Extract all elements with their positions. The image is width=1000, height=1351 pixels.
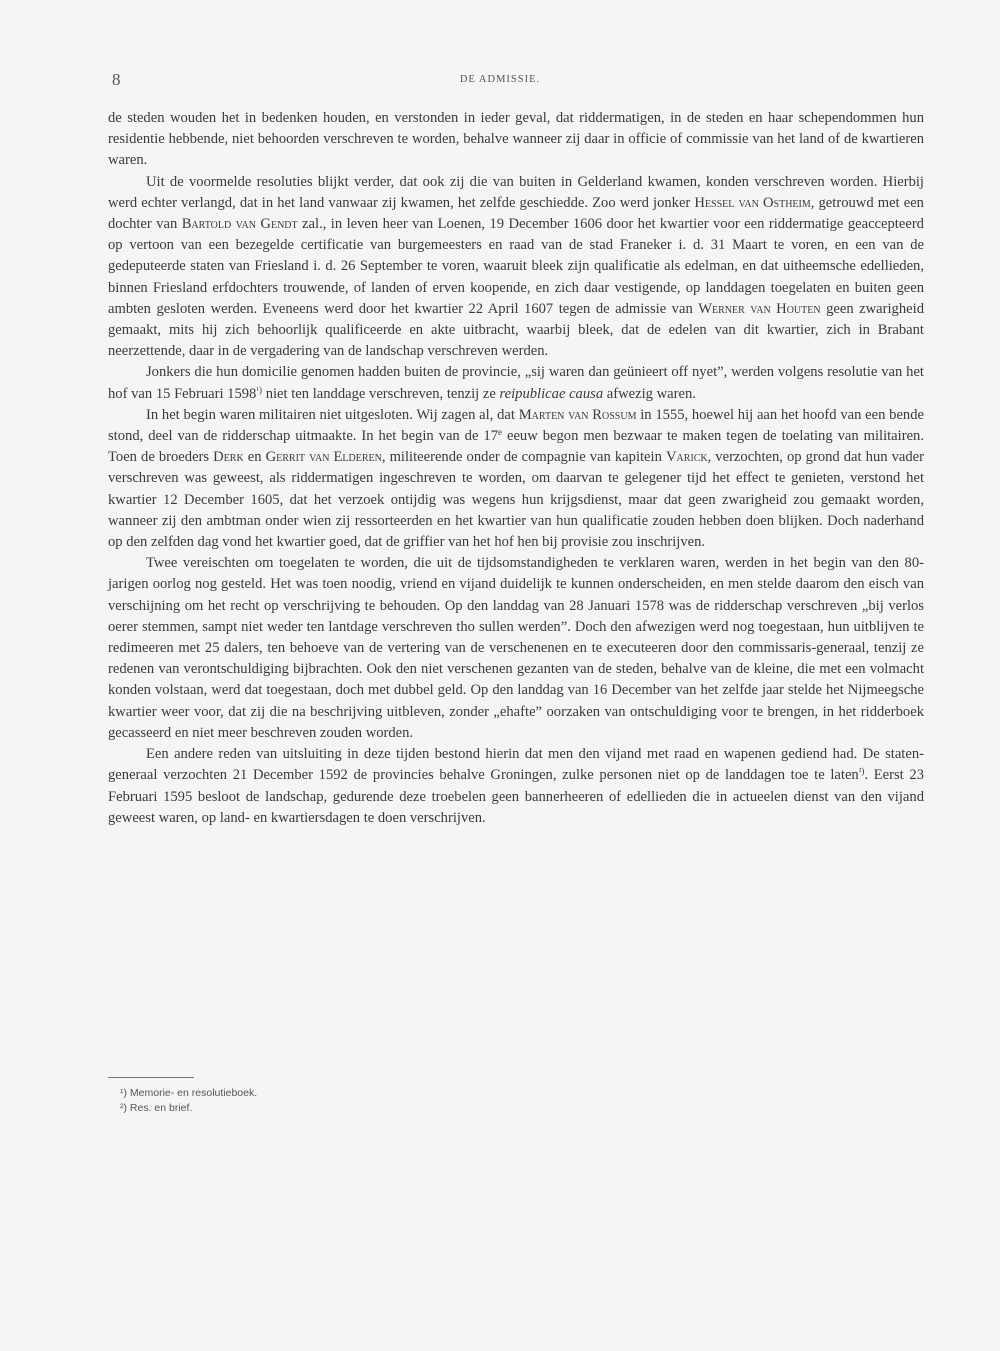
footnotes (120, 1086, 257, 1116)
text-run: Jonkers die hun domicilie genomen hadden buiten de provincie, „sij waren dan geünieert off nyet”, werden volgens resolutie van het hof van 15 Februari 1598 (108, 364, 924, 402)
body-text (108, 108, 924, 829)
text-run: niet ten landdage verschreven, tenzij ze (262, 385, 500, 402)
text-run: Een andere reden van uitsluiting in deze tijden bestond hierin dat men den vijand met raad en wapenen gediend had. De staten-generaal verzochten 21 December 1592 de provincies behalve Groningen, zulke personen niet op de landdagen toe te laten (108, 746, 924, 784)
text-run: . Eerst 23 Februari 1595 besloot de landschap, gedurende deze troebelen geen bannerheeren of edellieden die in actueelen dienst van den vijand geweest waren, op land- en kwartiersdagen te doen verschrijven. (108, 767, 924, 826)
text-run: In het begin waren militairen niet uitgesloten. Wij zagen al, dat (146, 406, 519, 423)
paragraph-5: Twee vereischten om toegelaten te worden, die uit de tijdsomstandigheden te verklaren waren, werden in het begin van den 80-jarigen oorlog nog gesteld. Het was toen noodig, vriend en vijand duidelijk te kunnen onderscheiden, en men stelde daarom den eisch van verschijning om het recht op verschrijving te behouden. Op den landdag van 28 Januari 1578 was de ridderschap verschreven „bij verlos oerer stemmen, sampt niet weder ten lantdage verschreven tho sullen werden”. Doch den afwezigen werd nog toegestaan, hun uitblijven te redimeeren met 25 dalers, ten behoeve van de vertering van de verschenenen en te executeeren door den commissaris-generaal, tenzij ze redenen van verontschuldiging bijbrachten. Ook den niet verschenen gezanten van de steden, behalve van de kleine, die met een volmacht konden volstaan, werd dat toegestaan, doch met dubbel geld. Op den landdag van 16 December van het zelfde jaar stelde het Nijmeegsche kwartier weer voor, dat zij die na beschrijving uitbleven, zonder „ehafte” oorzaken van ontschuldiging voor te brengen, in het ridderboek gecasseerd en niet meer beschreven zouden worden. (108, 555, 924, 741)
person-name: Werner van Houten (698, 300, 821, 317)
text-run: Uit de voormelde resoluties blijkt verder, dat ook zij die van buiten in Gelderland kwamen, konden verschreven worden. Hierbij werd echter verlangd, dat in het land vanwaar zij kwamen, het zelfde geschiedde. Zoo werd jonker (108, 173, 924, 211)
text-run: in 1555, hoewel hij aan het hoofd van een bende stond, deel van de ridderschap uitmaakte. In het begin van de 17 (108, 406, 924, 445)
footnote-1: ¹) Memorie- en resolutieboek. (120, 1087, 258, 1099)
page-number: 8 (112, 70, 121, 89)
text-run: zal., in leven heer van Loenen, 19 December 1606 door het kwartier voor een riddermatige geaccepteerd op vertoon van een bezegelde certificatie van burgemeesters en raad van de stad Franeker i. d. 31 Maart te voren, en een van de gedeputeerde staten van Friesland i. d. 26 September te voren, waaruit bleek zijn qualificatie als edelman, en dat uitheemsche edellieden, binnen Friesland erfdochters trouwende, of landen of erven koopende, en zich daar vestigende, op landdagen toegelaten en buiten geen ambten gesloten werden. Eveneens werd door het kwartier 22 April 1607 tegen de admissie van (108, 216, 924, 317)
text-run: , militeerende onder de compagnie van kapitein (381, 449, 666, 466)
footnote-divider (108, 1077, 194, 1078)
paragraph-2 (108, 172, 924, 363)
paragraph-6 (108, 744, 924, 829)
person-name: Derk (213, 449, 244, 466)
latin-phrase: reipublicae causa (499, 385, 604, 402)
footnote-ref: ²) (858, 766, 865, 777)
footnote-ref: ¹) (256, 384, 263, 395)
paragraph-4 (108, 405, 924, 553)
paragraph-1: de steden wouden het in bedenken houden, en verstonden in ieder geval, dat riddermatigen, in de steden en haar schependommen hun residentie hebbende, niet behoorden verschreven te worden, behalve wanneer zij daar in officie of commissie van het land of de kwartieren waren. (108, 110, 924, 169)
person-name: Gerrit van Elderen (265, 449, 382, 466)
text-run: en (243, 449, 266, 466)
text-run: geen zwarigheid gemaakt, mits hij zich behoorlijk qualificeerde en akte uitbracht, waarbij bleek, dat de edelen van dit kwartier, zich in Brabant neerzettende, daar in de vergadering van de landschap verschreven werden. (108, 300, 924, 360)
footnote-2: ²) Res. en brief. (120, 1102, 193, 1114)
person-name: Varick (665, 449, 708, 466)
text-run: eeuw begon men bezwaar te maken tegen de toelating van militairen. Toen de broeders (108, 428, 925, 466)
person-name: Bartold van Gendt (181, 216, 298, 233)
text-run: , getrouwd met een dochter van (108, 194, 924, 233)
running-title: DE ADMISSIE. (459, 74, 541, 85)
person-name: Marten van Rossum (518, 406, 637, 423)
superscript: e (498, 427, 503, 438)
paragraph-3 (108, 362, 924, 404)
person-name: Hessel van Ostheim (694, 194, 811, 211)
text-run: afwezig waren. (603, 385, 696, 402)
text-run: , verzochten, op grond dat hun vader verschreven was geweest, als riddermatigen ingeschreven te worden, om daarvan te gelegener tijd het effect te genieten, verstond het kwartier 12 December 1605, dat het verzoek ontijdig was wegens hun krijgsdienst, maar dat geen zwarigheid zou gemaakt worden, wanneer zij den ambtman onder wien zij ressorteerden en het kwartier van hun qualificatie zouden hebben doen blijken. Doch naderhand op den zelfden dag vond het kwartier goed, dat de griffier van het hof hen bij provisie zou inschrijven. (108, 449, 924, 551)
